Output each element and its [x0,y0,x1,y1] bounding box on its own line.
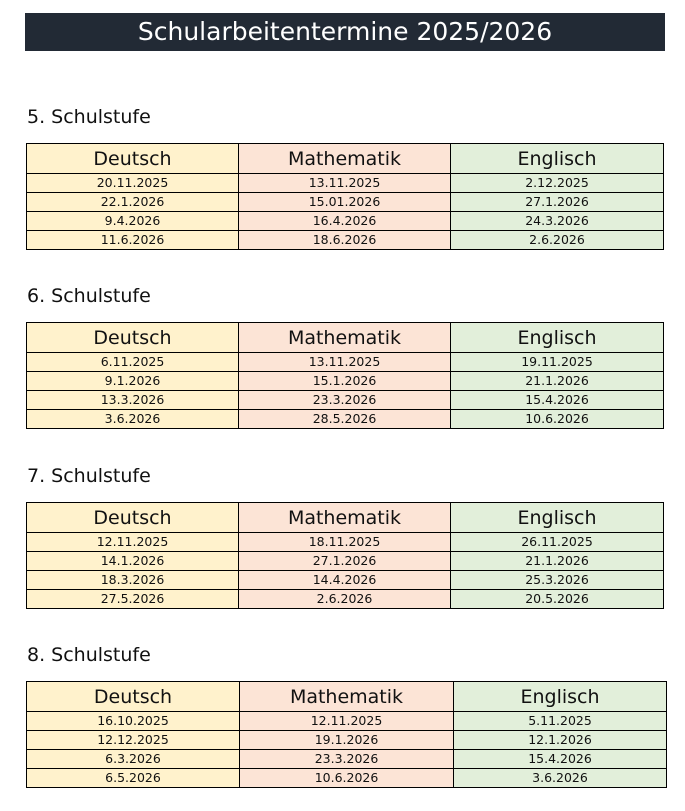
table-cell: 2.12.2025 [451,174,664,193]
table-cell: 11.6.2026 [27,231,239,250]
table-cell: 12.1.2026 [454,731,667,750]
table-cell: 19.1.2026 [240,731,454,750]
table-header-row [27,144,664,174]
table-cell: 3.6.2026 [27,410,239,429]
column-header-mathematik: Mathematik [240,682,454,712]
table-cell: 14.1.2026 [27,552,239,571]
table-row [27,712,667,731]
table-cell: 12.12.2025 [27,731,240,750]
table-cell: 6.5.2026 [27,769,240,788]
column-header-englisch: Englisch [451,323,664,353]
grade-6-table [26,322,664,429]
table-row [27,391,664,410]
column-header-englisch: Englisch [451,503,664,533]
table-cell: 12.11.2025 [240,712,454,731]
table-cell: 12.11.2025 [27,533,239,552]
grade-8-table [26,681,667,788]
table-row [27,552,664,571]
table-row [27,212,664,231]
table-row [27,372,664,391]
table-cell: 15.1.2026 [239,372,451,391]
grade-8-heading: 8. Schulstufe [27,644,151,666]
table-cell: 13.11.2025 [239,353,451,372]
column-header-englisch: Englisch [451,144,664,174]
table-cell: 16.10.2025 [27,712,240,731]
grade-7-table [26,502,664,609]
table-cell: 27.1.2026 [451,193,664,212]
table-cell: 20.11.2025 [27,174,239,193]
table-cell: 24.3.2026 [451,212,664,231]
table-cell: 2.6.2026 [239,590,451,609]
column-header-mathematik: Mathematik [239,144,451,174]
table-header-row [27,503,664,533]
grade-5-table [26,143,664,250]
grade-7-heading: 7. Schulstufe [27,465,151,487]
table-cell: 18.11.2025 [239,533,451,552]
table-row [27,533,664,552]
table-cell: 27.5.2026 [27,590,239,609]
table-cell: 15.4.2026 [454,750,667,769]
table-cell: 25.3.2026 [451,571,664,590]
grade-6-heading: 6. Schulstufe [27,285,151,307]
grade-5-heading: 5. Schulstufe [27,106,151,128]
table-cell: 13.11.2025 [239,174,451,193]
table-cell: 6.11.2025 [27,353,239,372]
column-header-deutsch: Deutsch [27,144,239,174]
table-header-row [27,682,667,712]
table-cell: 3.6.2026 [454,769,667,788]
page-title: Schularbeitentermine 2025/2026 [25,13,665,51]
table-row [27,750,667,769]
table-cell: 15.01.2026 [239,193,451,212]
table-row [27,193,664,212]
table-cell: 9.1.2026 [27,372,239,391]
table-cell: 20.5.2026 [451,590,664,609]
table-header-row [27,323,664,353]
column-header-mathematik: Mathematik [239,323,451,353]
table-row [27,731,667,750]
table-cell: 6.3.2026 [27,750,240,769]
table-cell: 18.3.2026 [27,571,239,590]
table-cell: 19.11.2025 [451,353,664,372]
table-row [27,231,664,250]
table-cell: 14.4.2026 [239,571,451,590]
table-cell: 23.3.2026 [240,750,454,769]
table-cell: 10.6.2026 [451,410,664,429]
table-row [27,571,664,590]
table-row [27,353,664,372]
table-cell: 9.4.2026 [27,212,239,231]
table-cell: 2.6.2026 [451,231,664,250]
column-header-deutsch: Deutsch [27,682,240,712]
table-row [27,410,664,429]
table-cell: 27.1.2026 [239,552,451,571]
table-cell: 10.6.2026 [240,769,454,788]
column-header-mathematik: Mathematik [239,503,451,533]
table-row [27,174,664,193]
table-cell: 15.4.2026 [451,391,664,410]
table-cell: 26.11.2025 [451,533,664,552]
table-cell: 22.1.2026 [27,193,239,212]
table-row [27,590,664,609]
table-cell: 18.6.2026 [239,231,451,250]
table-cell: 16.4.2026 [239,212,451,231]
table-cell: 21.1.2026 [451,552,664,571]
table-cell: 28.5.2026 [239,410,451,429]
column-header-deutsch: Deutsch [27,323,239,353]
table-cell: 23.3.2026 [239,391,451,410]
table-cell: 21.1.2026 [451,372,664,391]
table-cell: 13.3.2026 [27,391,239,410]
table-row [27,769,667,788]
column-header-englisch: Englisch [454,682,667,712]
column-header-deutsch: Deutsch [27,503,239,533]
table-cell: 5.11.2025 [454,712,667,731]
